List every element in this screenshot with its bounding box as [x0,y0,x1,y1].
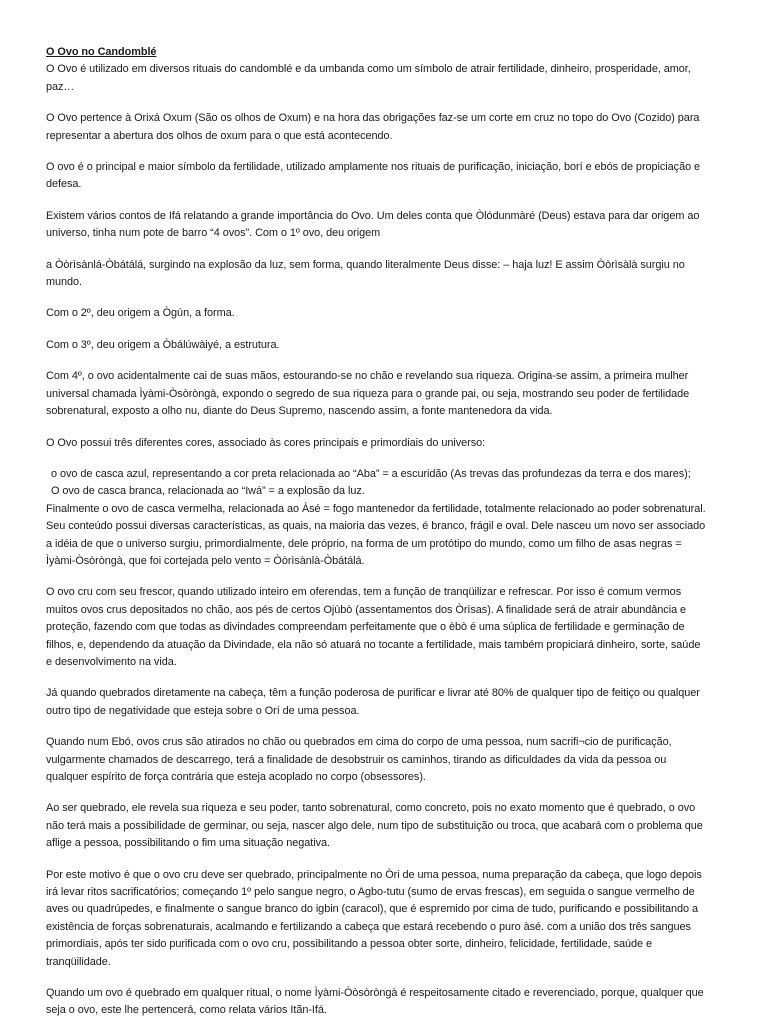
egg-colors-list [51,466,708,501]
paragraph: O Ovo é utilizado em diversos rituais do candomblé e da umbanda como um símbolo de atrair fertilidade, dinheiro, prosperidade, amor, paz… [46,63,691,93]
paragraph: O ovo é o principal e maior símbolo da fertilidade, utilizado amplamente nos rituais de purificação, iniciação, borí e ebós de propiciação e defesa. [46,161,701,191]
list-item: o ovo de casca azul, representando a cor preta relacionada ao “Aba” = a escuridão (As trevas das profundezas da terra e dos mares); [51,467,691,480]
paragraph: Existem vários contos de Ifá relatando a grande importância do Ovo. Um deles conta que Òlódunmàré (Deus) estava para dar origem ao universo, tinha num pote de barro “4 ovos”. Com o 1º ovo, deu origem [46,209,700,240]
paragraph: Com 4º, o ovo acidentalmente cai de suas mãos, estourando-se no chão e revelando sua riqueza. Origina-se assim, a primeira mulher universal chamada Ìyàmi-Òsòròngà, expondo o segredo de sua riqueza para o grande pai, ou seja, mostrando seu poder de fertilidade sobrenatural, exposto a olho nu, diante do Deus Supremo, nascendo assim, a fonte mantenedora da vida. [46,370,690,418]
paragraph: a Òòrìsànlá-Òbátálá, surgindo na explosão da luz, sem forma, quando literalmente Deus disse: – haja luz! E assim Òòrìsàlà surgiu no mundo. [46,258,685,289]
paragraph: Por este motivo é que o ovo cru deve ser quebrado, principalmente no Òri de uma pessoa, numa preparação da cabeça, que logo depois irá levar ritos sacrificatórios; começando 1º pelo sangue negro, o Agbo-tutu (sumo de ervas frescas), em seguida o sangue vermelho de aves ou quadrúpedes, e finalmente o sangue branco do igbin (caracol), que é espremido por cima de tudo, purificando e possibilitando a existência de forças sobrenaturais, acalmando e fertilizando a cabeça que estará recebendo o puro àsé. com a união dos três sangues primordiais, após ter sido purificada com o ovo cru, possibilitando a pessoa obter sorte, dinheiro, felicidade, fertilidade, saúde e tranqüilidade. [46,868,702,968]
paragraph: Finalmente o ovo de casca vermelha, relacionada ao Àsé = fogo mantenedor da fertilidade, totalmente relacionado ao poder sobrenatural. Seu conteúdo possui diversas características, as quais, na maioria das vezes, é branco, frágil e oval. Dele nasceu um novo ser associado a idéia de que o universo surgiu, primordialmente, dele próprio, na forma de um protótipo do mundo, como um filho de asas negras = Ìyàmi-Òsòròngà, que foi cortejada pelo vento = Òòrìsànlà-Òbátálá. [46,502,706,567]
paragraph: Com o 2º, deu origem a Ògún, a forma. [46,307,235,320]
paragraph: O Ovo possui três diferentes cores, associado às cores principais e primordiais do universo: [46,436,486,449]
paragraph: Já quando quebrados diretamente na cabeça, têm a função poderosa de purificar e livrar até 80% de qualquer tipo de feitiço ou qualquer outro tipo de negatividade que esteja sobre o Orí de uma pessoa. [46,687,700,717]
paragraph: Ao ser quebrado, ele revela sua riqueza e seu poder, tanto sobrenatural, como concreto, pois no exato momento que é quebrado, o ovo não terá mais a possibilidade de germinar, ou seja, nascer algo dele, num tipo de substituição ou troca, que acabará com o problema que aflige a pessoa, possibilitando o fim uma situação negativa. [46,802,703,850]
paragraph: O Ovo pertence à Orixá Oxum (São os olhos de Oxum) e na hora das obrigações faz-se um corte em cruz no topo do Ovo (Cozido) para representar a abertura dos olhos de oxum para o que está acontecendo. [46,112,700,142]
paragraph: Quando um ovo é quebrado em qualquer ritual, o nome Ìyàmi-Òòsòròngà é respeitosamente citado e reverenciado, porque, qualquer que seja o ovo, este lhe pertencerá, como relata vários Itãn-Ifá. [46,987,704,1017]
list-item: O ovo de casca branca, relacionada ao “Iwá” = a explosão da luz. [51,485,365,498]
paragraph: Quando num Ebó, ovos crus são atirados no chão ou quebrados em cima do corpo de uma pessoa, num sacrifi¬cio de purificação, vulgarmente chamados de descarrego, terá a finalidade de desobstruir os caminhos, tirando as dificuldades da vida da pessoa ou qualquer espírito de força contrária que esteja acoplado no corpo (obsessores). [46,736,672,783]
paragraph: O ovo cru com seu frescor, quando utilizado inteiro em oferendas, tem a função de tranqüilizar e refrescar. Por isso é comum vermos muitos ovos crus depositados no chão, aos pés de certos Ojùbò (assentamentos dos Òrìsas). A finalidade será de atrair abundância e proteção, fazendo com que todas as divindades compreendam perfeitamente que o èbò é uma súplica de fertilidade e germinação de filhos, e, dependendo da atuação da Divindade, ela não só atuará no tocante a fertilidade, mais também propiciará dinheiro, sorte, saúde e desenvolvimento na vida. [46,586,701,668]
document-title: O Ovo no Candomblé [46,46,157,58]
paragraph: Com o 3º, deu origem a Òbálúwàiyé, a estrutura. [46,338,280,351]
